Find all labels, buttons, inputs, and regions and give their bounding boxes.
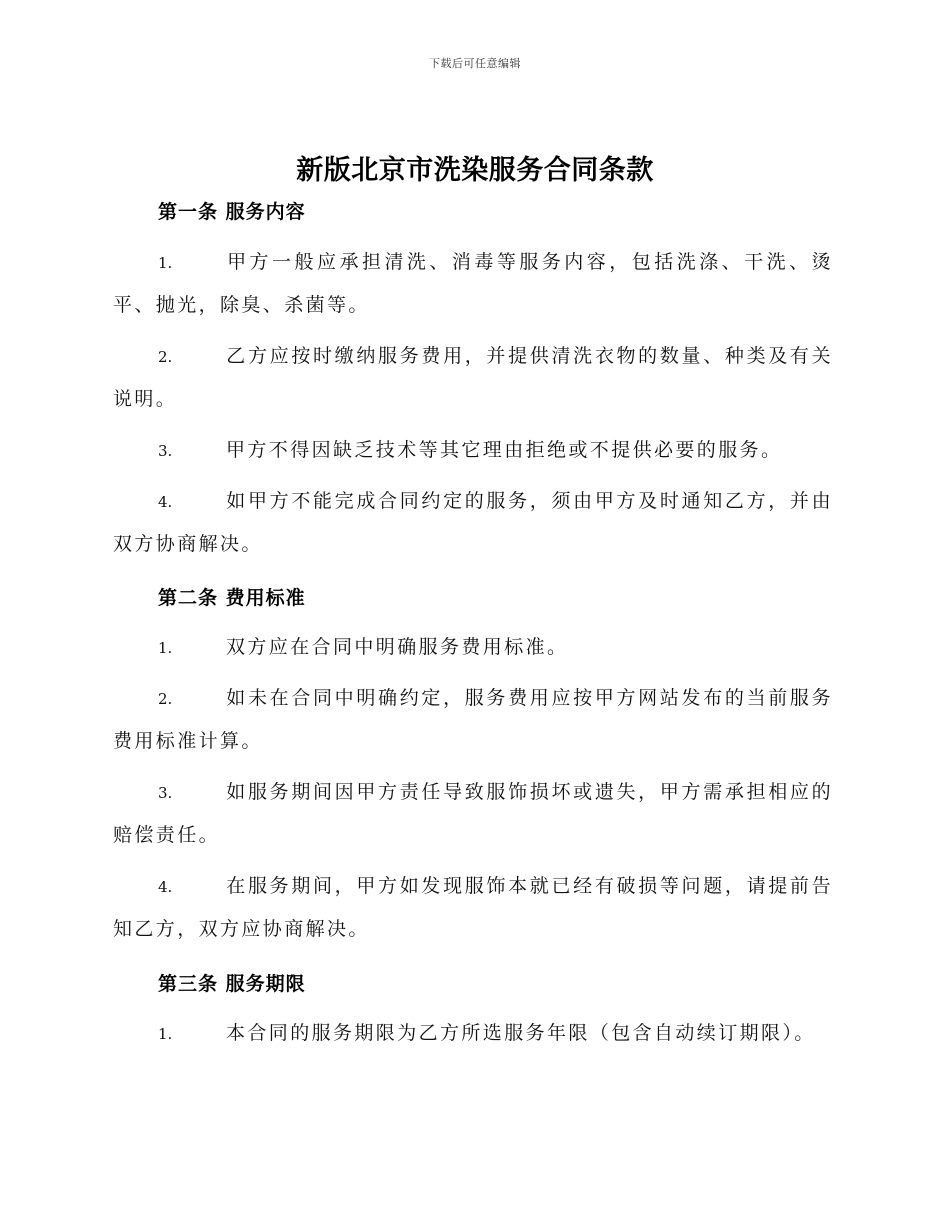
clause-number: 2. <box>158 690 173 708</box>
clause-text: 在服务期间，甲方如发现服饰本就已经有破损等问题，请提前告知乙方，双方应协商解决。 <box>113 875 833 940</box>
clause-text: 双方应在合同中明确服务费用标准。 <box>226 636 569 658</box>
clause-item <box>113 480 833 565</box>
clause-number: 2. <box>158 348 173 366</box>
clause-number: 4. <box>158 878 173 896</box>
clause-text: 如甲方不能完成合同约定的服务，须由甲方及时通知乙方，并由双方协商解决。 <box>113 490 833 555</box>
clause-item <box>113 335 833 420</box>
clause-number: 1. <box>158 1025 173 1043</box>
section-heading: 第一条 服务内容 <box>158 201 306 223</box>
clause-item <box>113 626 833 669</box>
clause-text: 如未在合同中明确约定，服务费用应按甲方网站发布的当前服务费用标准计算。 <box>113 687 833 752</box>
clause-number: 3. <box>158 442 173 460</box>
clause-item <box>113 677 833 762</box>
clause-text: 如服务期间因甲方责任导致服饰损坏或遗失，甲方需承担相应的赔偿责任。 <box>113 781 833 846</box>
section-heading: 第二条 费用标准 <box>158 587 306 609</box>
clause-text: 乙方应按时缴纳服务费用，并提供清洗衣物的数量、种类及有关说明。 <box>113 345 833 410</box>
clause-text: 甲方不得因缺乏技术等其它理由拒绝或不提供必要的服务。 <box>226 439 783 461</box>
clause-number: 1. <box>158 254 173 272</box>
clause-item <box>113 429 833 472</box>
clause-number: 3. <box>158 784 173 802</box>
clause-text: 甲方一般应承担清洗、消毒等服务内容，包括洗涤、干洗、烫平、抛光，除臭、杀菌等。 <box>113 251 833 316</box>
clause-item <box>113 771 833 856</box>
section-heading: 第三条 服务期限 <box>158 973 306 995</box>
clause-item <box>113 1012 833 1055</box>
clause-item <box>113 241 833 326</box>
page-header: 下载后可任意编辑 <box>429 57 521 70</box>
document-title: 新版北京市洗染服务合同条款 <box>296 155 654 186</box>
clause-number: 4. <box>158 493 173 511</box>
clause-text: 本合同的服务期限为乙方所选服务年限（包含自动续订期限）。 <box>226 1022 816 1044</box>
clause-number: 1. <box>158 639 173 657</box>
clause-item <box>113 865 833 950</box>
